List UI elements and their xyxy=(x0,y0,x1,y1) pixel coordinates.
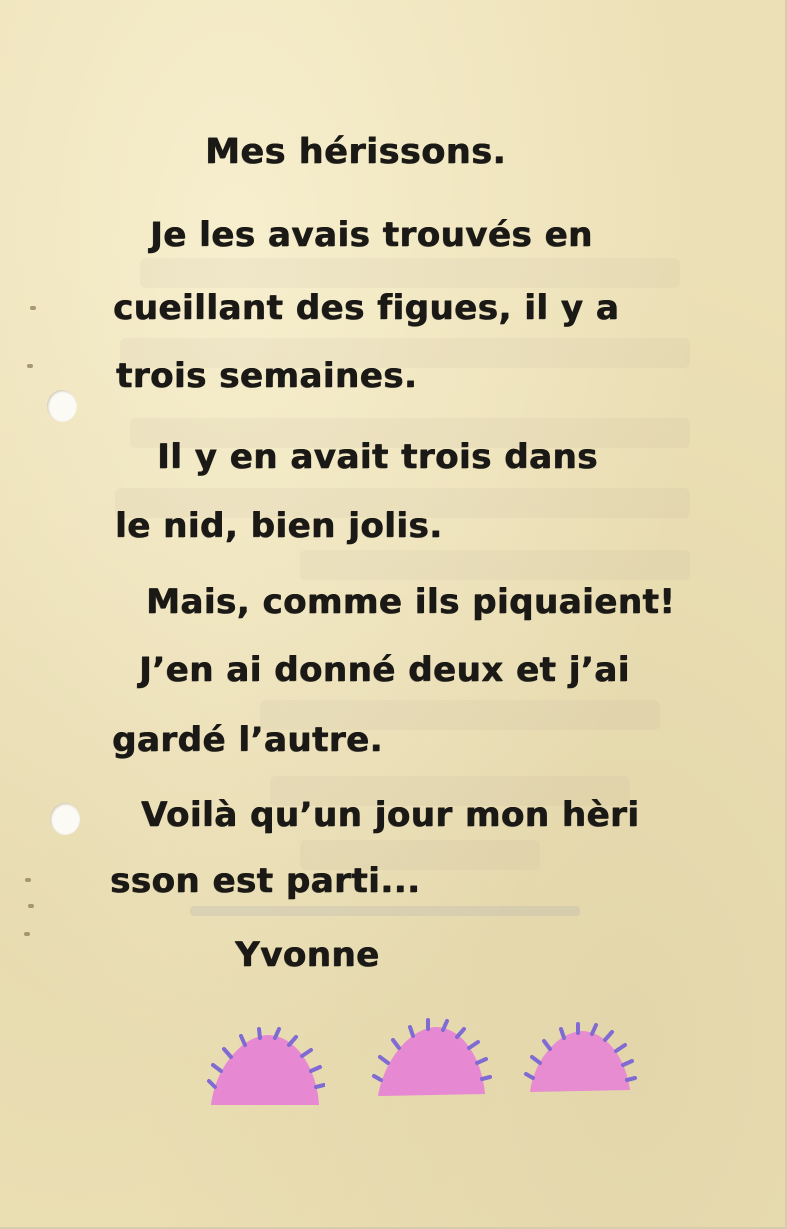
show-through-band xyxy=(140,258,680,288)
poem-line: trois semaines. xyxy=(116,356,418,396)
binding-mark xyxy=(30,306,36,310)
binding-mark xyxy=(27,364,33,368)
poem-title: Mes hérissons. xyxy=(205,132,507,172)
binding-mark xyxy=(28,904,34,908)
poem-line: Il y en avait trois dans xyxy=(157,437,598,477)
punch-hole xyxy=(47,390,77,422)
punch-hole xyxy=(50,803,80,835)
show-through-rule xyxy=(190,906,580,916)
show-through-band xyxy=(300,550,690,580)
hedgehog-stamp xyxy=(205,1025,325,1115)
poem-line: Je les avais trouvés en xyxy=(150,215,593,255)
poem-signature: Yvonne xyxy=(235,935,380,975)
binding-mark xyxy=(25,878,31,882)
poem-line: J’en ai donné deux et j’ai xyxy=(139,650,630,690)
poem-line: cueillant des figues, il y a xyxy=(113,288,620,328)
hedgehog-stamp xyxy=(372,1018,492,1104)
hedgehog-stamp xyxy=(522,1020,637,1100)
poem-line: le nid, bien jolis. xyxy=(115,506,443,546)
poem-line: gardé l’autre. xyxy=(112,720,383,760)
poem-line: Mais, comme ils piquaient! xyxy=(146,582,676,622)
binding-mark xyxy=(24,932,30,936)
poem-line: Voilà qu’un jour mon hèri xyxy=(141,795,640,835)
poem-line: sson est parti... xyxy=(110,861,421,901)
